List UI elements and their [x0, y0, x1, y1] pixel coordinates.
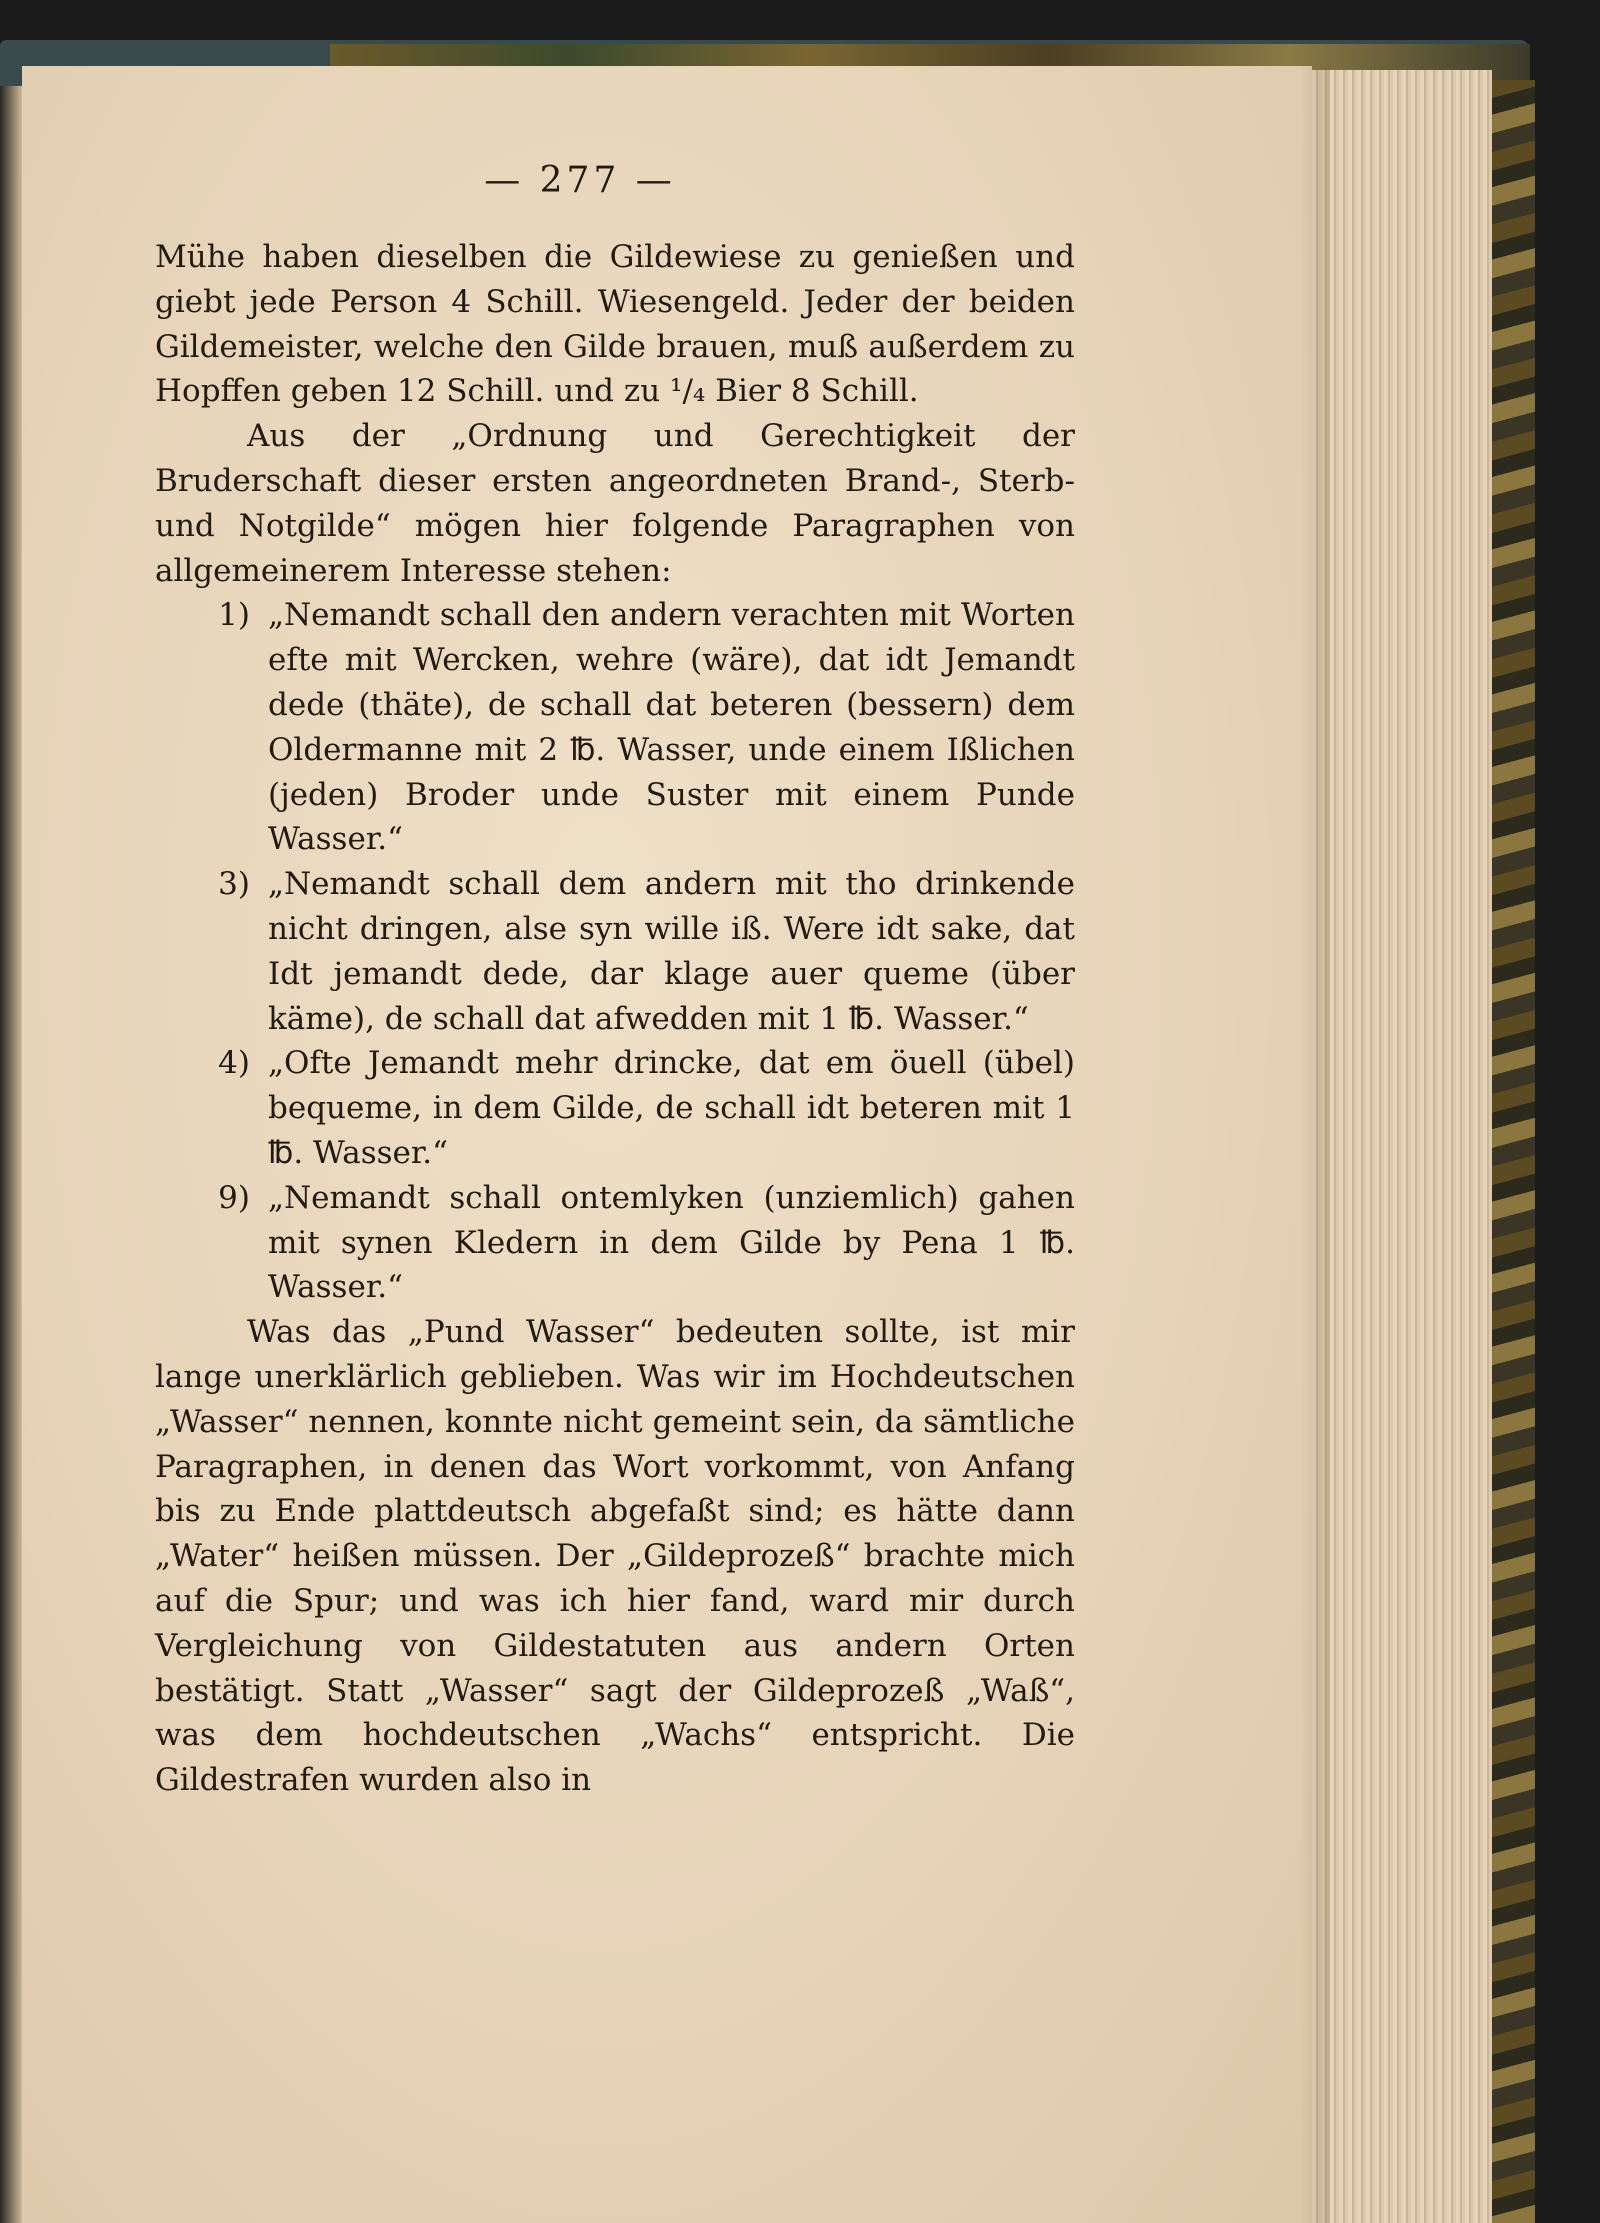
rule-number: 3) [218, 866, 250, 903]
rule-item-9 [155, 1176, 1075, 1310]
paragraph-2: Aus der „Ordnung und Gerechtigkeit der Bruderschaft dieser ersten angeordneten Brand-, Sterb- und Notgilde“ mögen hier folgende Paragraphen von allgemeinerem Interesse stehen: [155, 418, 1075, 589]
marbled-edge [1490, 80, 1535, 2223]
paragraph-1: Mühe haben dieselben die Gildewiese zu genießen und giebt jede Person 4 Schill. Wiesengeld. Jeder der beiden Gildemeister, welche den Gilde brauen, muß außerdem zu Hopffen geben 12 Schill. und zu ¹/₄ Bier 8 Schill. [155, 239, 1075, 410]
page-stack-edge [1312, 70, 1492, 2223]
rule-text: „Nemandt schall dem andern mit tho drinkende nicht dringen, alse syn wille iß. Were idt sake, dat Idt jemandt dede, dar klage auer queme (über käme), de schall dat afwedden mit 1 ℔. Wasser.“ [268, 866, 1075, 1037]
rule-item-4 [155, 1041, 1075, 1175]
rule-item-1 [155, 593, 1075, 862]
rule-number: 9) [218, 1179, 250, 1216]
closing-paragraph: Was das „Pund Wasser“ bedeuten sollte, ist mir lange unerklärlich geblieben. Was wir im Hochdeutschen „Wasser“ nennen, konnte nicht gemeint sein, da sämtliche Paragraphen, in denen das Wort vorkommt, von Anfang bis zu Ende plattdeutsch abgefaßt sind; es hätte dann „Water“ heißen müssen. Der „Gildeprozeß“ brachte mich auf die Spur; und was ich hier fand, ward mir durch Vergleichung von Gildestatuten aus andern Orten bestätigt. Statt „Wasser“ sagt der Gildeprozeß „Waß“, was dem hochdeutschen „Wachs“ entspricht. Die Gildestrafen wurden also in [155, 1314, 1075, 1799]
rule-text: „Ofte Jemandt mehr drincke, dat em öuell (übel) bequeme, in dem Gilde, de schall idt beteren mit 1 ℔. Wasser.“ [268, 1045, 1075, 1171]
page-gutter-shadow [1300, 66, 1330, 2223]
rule-number: 4) [218, 1045, 250, 1082]
left-page-edge [0, 86, 22, 2223]
rule-number: 1) [218, 597, 250, 634]
page-content [155, 160, 1075, 1803]
rule-item-3 [155, 862, 1075, 1041]
page-number-header: — 277 — [484, 160, 676, 201]
rule-text: „Nemandt schall ontemlyken (unziemlich) gahen mit synen Kledern in dem Gilde by Pena 1 ℔. Wasser.“ [268, 1179, 1075, 1306]
rule-text: „Nemandt schall den andern verachten mit Worten efte mit Wercken, wehre (wäre), dat idt Jemandt dede (thäte), de schall dat beteren (bessern) dem Oldermanne mit 2 ℔. Wasser, unde einem Ißlichen (jeden) Broder unde Suster mit einem Punde Wasser.“ [268, 597, 1075, 858]
